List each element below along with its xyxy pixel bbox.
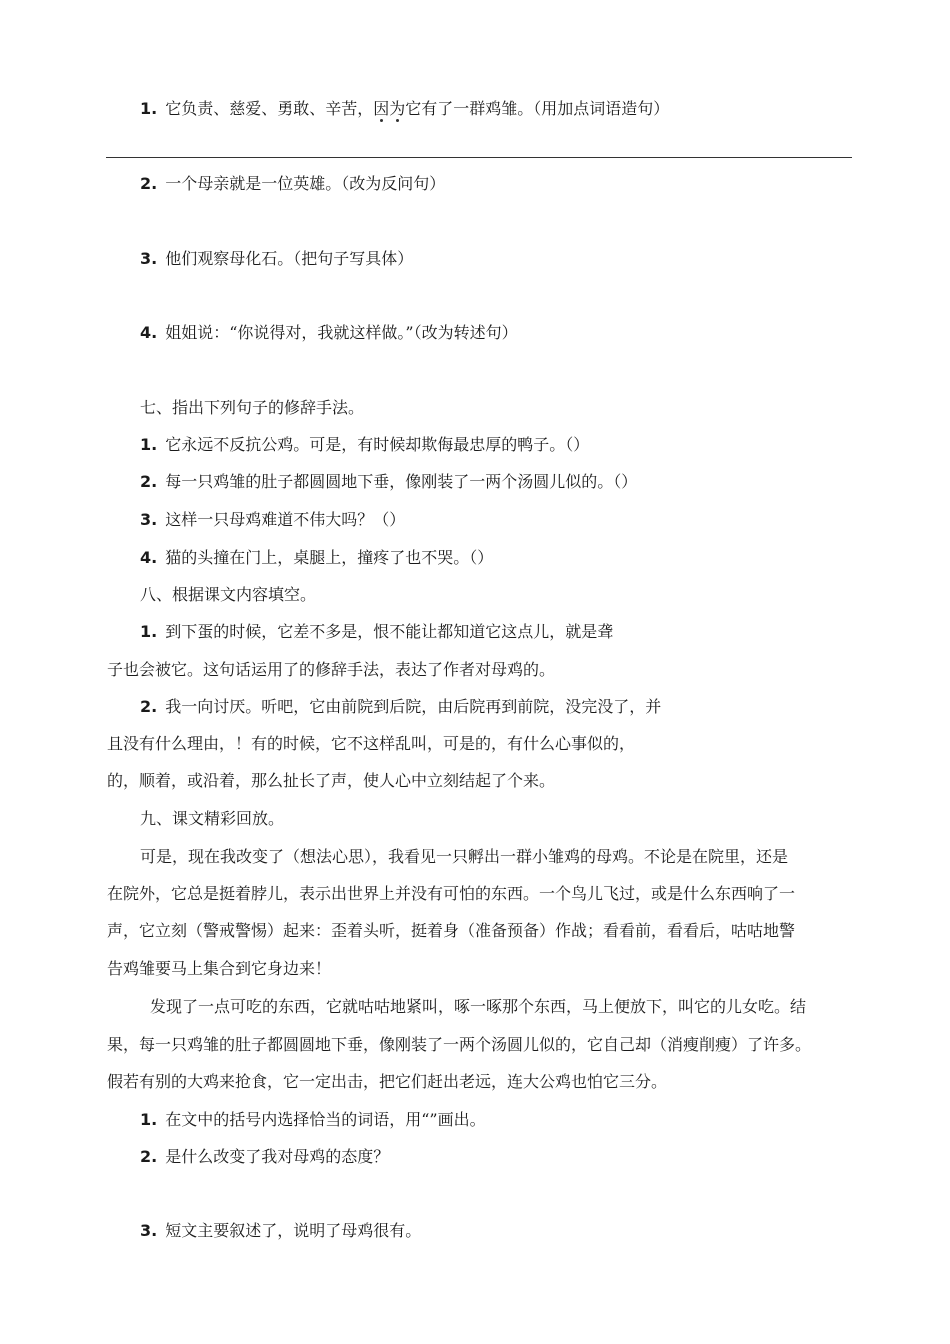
passage-line: 声，它立刻（警戒警惕）起来：歪着头听，挺着身（准备预备）作战；看看前，看看后，咕咕地警: [107, 921, 796, 940]
passage-line: 在院外，它总是挺着脖儿，表示出世界上并没有可怕的东西。一个鸟儿飞过，或是什么东西响了一: [107, 884, 796, 903]
item-text: 我一向讨厌。听吧，它由前院到后院，由后院再到前院，没完没了，并: [165, 697, 662, 716]
q8-item-2-line-2: 且没有什么理由，！有的时候，它不这样乱叫，可是的，有什么心事似的，: [107, 734, 636, 753]
item-text-pre: 它负责、慈爱、勇敢、辛苦，: [165, 99, 374, 118]
item-number: 1.: [140, 435, 158, 454]
item-number: 3.: [140, 510, 158, 529]
q8-item-2-line-1: [140, 697, 661, 717]
q7-item-4: [140, 548, 493, 568]
q9-item-3: [140, 1221, 421, 1241]
q9-item-2: [140, 1147, 389, 1167]
q7-item-3: [140, 510, 405, 530]
item-number: 4.: [140, 548, 158, 567]
item-text: 在文中的括号内选择恰当的词语，用“”画出。: [165, 1110, 486, 1129]
item-text: 一个母亲就是一位英雄。（改为反问句）: [165, 174, 446, 193]
item-number: 1.: [140, 622, 158, 641]
item-text: 每一只鸡雏的肚子都圆圆地下垂，像刚装了一两个汤圆儿似的。（）: [165, 472, 638, 491]
passage-line: 果，每一只鸡雏的肚子都圆圆地下垂，像刚装了一两个汤圆儿似的，它自己却（消瘦削瘦）了许多。: [107, 1035, 812, 1054]
item-number: 3.: [140, 1221, 158, 1240]
section-7-title: 七、指出下列句子的修辞手法。: [140, 398, 365, 417]
q6-item-2: [140, 174, 445, 194]
section-8-title: 八、根据课文内容填空。: [140, 585, 317, 604]
item-number: 1.: [140, 99, 158, 118]
q8-item-2-line-3: 的，顺着，或沿着，那么扯长了声，使人心中立刻结起了个来。: [107, 771, 556, 790]
q6-item-1: [140, 99, 669, 119]
item-text: 这样一只母鸡难道不伟大吗？（）: [165, 510, 406, 529]
passage-line: 发现了一点可吃的东西，它就咕咕地紧叫，啄一啄那个东西，马上便放下，叫它的儿女吃。结: [150, 997, 807, 1016]
item-number: 2.: [140, 697, 158, 716]
dotted-char: 为: [389, 99, 406, 118]
item-text: 猫的头撞在门上，桌腿上，撞疼了也不哭。（）: [165, 548, 494, 567]
item-text: 它永远不反抗公鸡。可是，有时候却欺侮最忠厚的鸭子。（）: [165, 435, 590, 454]
item-text: 到下蛋的时候，它差不多是，恨不能让都知道它这点儿，就是聋: [165, 622, 614, 641]
passage-line: 告鸡雏要马上集合到它身边来！: [107, 959, 332, 978]
q6-item-4: [140, 323, 518, 343]
passage-line: 可是，现在我改变了（想法心思），我看见一只孵出一群小雏鸡的母鸡。不论是在院里，还是: [140, 847, 789, 866]
item-text: 他们观察母化石。（把句子写具体）: [165, 249, 414, 268]
section-9-title: 九、课文精彩回放。: [140, 809, 285, 828]
item-text: 姐姐说：“你说得对，我就这样做。”（改为转述句）: [165, 323, 518, 342]
item-number: 2.: [140, 472, 158, 491]
q7-item-2: [140, 472, 637, 492]
item-number: 2.: [140, 1147, 158, 1166]
dotted-char: 因: [373, 99, 390, 118]
item-number: 3.: [140, 249, 158, 268]
item-number: 4.: [140, 323, 158, 342]
passage-line: 假若有别的大鸡来抢食，它一定出击，把它们赶出老远，连大公鸡也怕它三分。: [107, 1072, 668, 1091]
q8-item-1-line-1: [140, 622, 613, 642]
answer-line: [106, 157, 852, 158]
item-text: 短文主要叙述了，说明了母鸡很有。: [165, 1221, 422, 1240]
item-text: 是什么改变了我对母鸡的态度？: [165, 1147, 390, 1166]
q8-item-1-line-2: 子也会被它。这句话运用了的修辞手法，表达了作者对母鸡的。: [107, 660, 556, 679]
q7-item-1: [140, 435, 589, 455]
q6-item-3: [140, 249, 413, 269]
item-number: 2.: [140, 174, 158, 193]
item-text-post: 它有了一群鸡雏。（用加点词语造句）: [405, 99, 670, 118]
item-number: 1.: [140, 1110, 158, 1129]
q9-item-1: [140, 1110, 486, 1130]
